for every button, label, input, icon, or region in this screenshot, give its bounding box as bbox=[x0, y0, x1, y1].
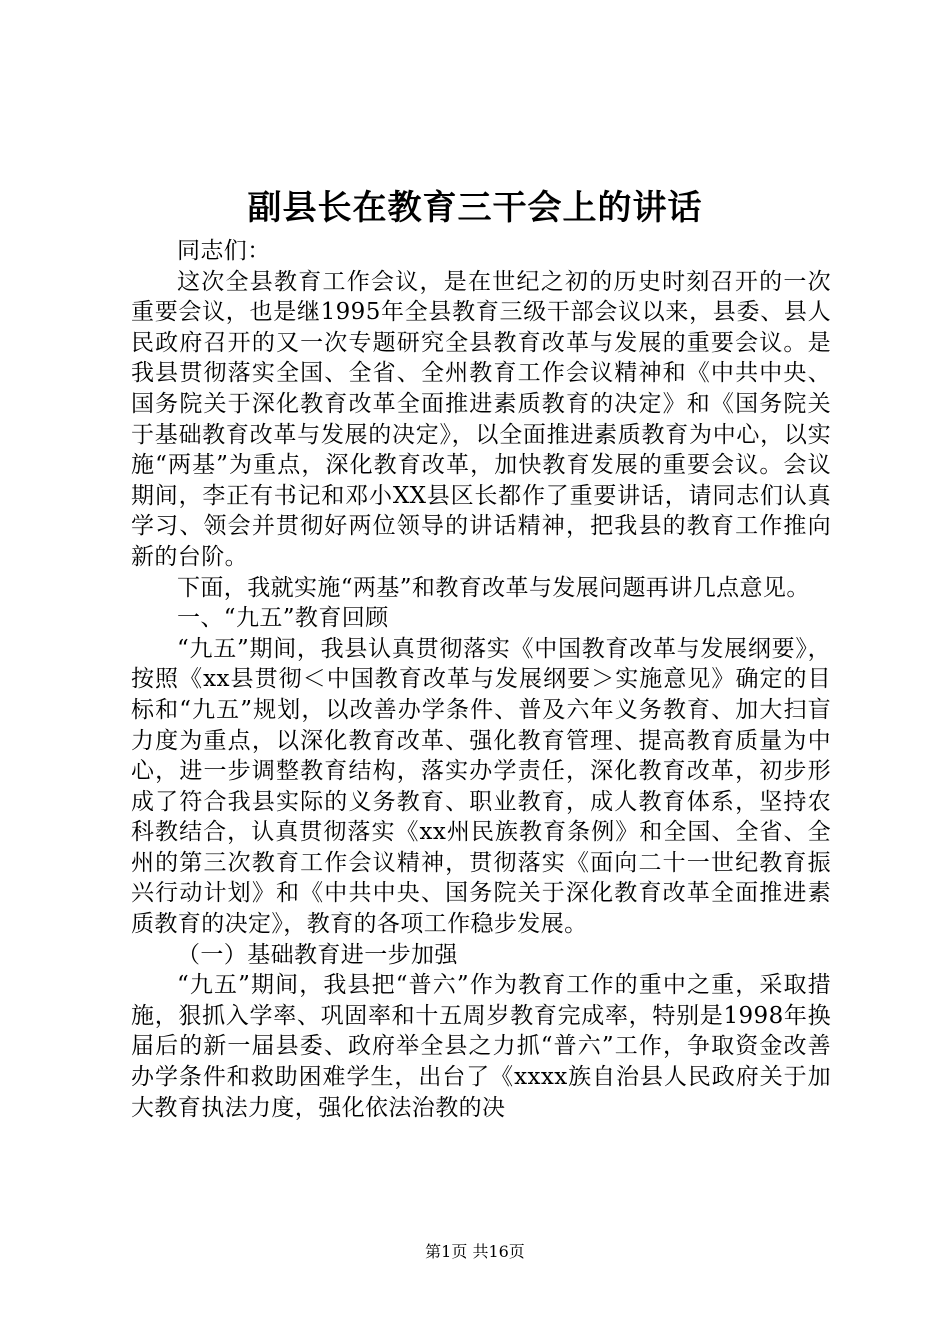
section-heading: 一、“九五”教育回顾 bbox=[177, 605, 389, 632]
document-title: 副县长在教育三干会上的讲话 bbox=[247, 188, 703, 228]
paragraph: 这次全县教育工作会议，是在世纪之初的历史时刻召开的一次重要会议，也是继1995年全县教育三级干部会议以来，县委、县人民政府召开的又一次专题研究全县教育改革与发展的重要会议。是我县贯彻落实全国、全省、全州教育工作会议精神和《中共中央、国务院关于深化教育改革全面推进素质教育的决定》和《国务院关于基础教育改革与发展的决定》，以全面推进素质教育为中心，以实施“两基”为重点，深化教育改革，加快教育发展的重要会议。会议期间，李正有书记和邓小XX县区长都作了重要讲话，请同志们认真学习、领会并贯彻好两位领导的讲话精神，把我县的教育工作推向新的台阶。 bbox=[131, 268, 831, 570]
paragraph: 下面，我就实施“两基”和教育改革与发展问题再讲几点意见。 bbox=[177, 574, 810, 601]
subsection-heading: （一）基础教育进一步加强 bbox=[177, 941, 458, 968]
document-body bbox=[131, 236, 831, 1123]
salutation: 同志们： bbox=[177, 238, 271, 264]
paragraph: “九五”期间，我县把“普六”作为教育工作的重中之重，采取措施，狠抓入学率、巩固率和十五周岁教育完成率，特别是1998年换届后的新一届县委、政府举全县之力抓“普六”工作，争取资金改善办学条件和救助困难学生，出台了《xxxx族自治县人民政府关于加大教育执法力度，强化依法治教的决 bbox=[131, 972, 831, 1121]
page-footer: 第1页 共16页 bbox=[425, 1242, 525, 1261]
paragraph: “九五”期间，我县认真贯彻落实《中国教育改革与发展纲要》，按照《xx县贯彻＜中国教育改革与发展纲要＞实施意见》确定的目标和“九五”规划，以改善办学条件、普及六年义务教育、加大扫盲力度为重点，以深化教育改革、强化教育管理、提高教育质量为中心，进一步调整教育结构，落实办学责任，深化教育改革，初步形成了符合我县实际的义务教育、职业教育，成人教育体系，坚持农科教结合，认真贯彻落实《xx州民族教育条例》和全国、全省、全州的第三次教育工作会议精神，贯彻落实《面向二十一世纪教育振兴行动计划》和《中共中央、国务院关于深化教育改革全面推进素质教育的决定》，教育的各项工作稳步发展。 bbox=[131, 635, 831, 938]
